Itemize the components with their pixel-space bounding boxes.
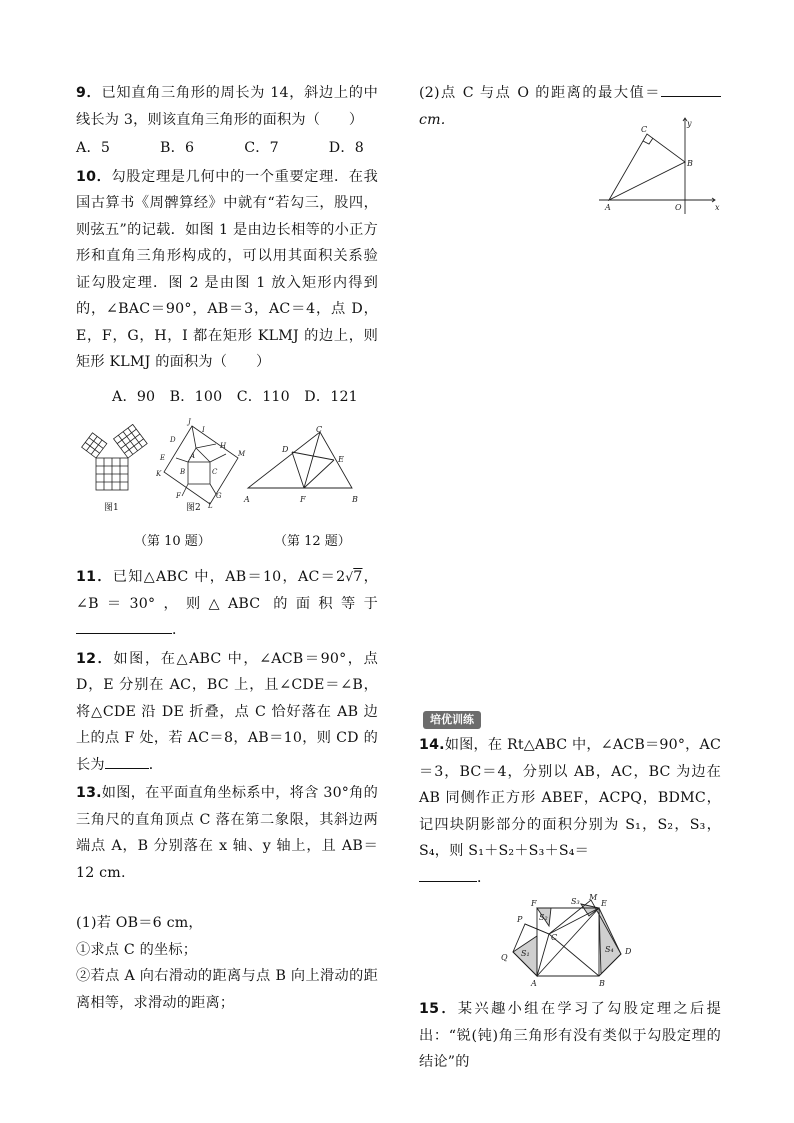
q13-label-x: x — [715, 203, 720, 212]
question-10-text: 勾股定理是几何中的一个重要定理．在我国古算书《周髀算经》中就有“若勾三，股四，则弦五”的记载．如图 1 是由边长相等的小正方形和直角三角形构成的，可以用其面积关系验证勾股定理．图 2 是由图 1 放入矩形内得到的，∠BAC＝90°，AB＝3，AC＝4，点 D，E，F，G，H，I 都在矩形 KLMJ 的边上，则矩形 KLMJ 的面积为（ ） — [76, 168, 379, 370]
q12-label-d: D — [282, 445, 289, 454]
q13-label-y: y — [687, 119, 692, 128]
right-column — [419, 80, 722, 1070]
q14-label-e: E — [601, 899, 607, 908]
q13-label-a: A — [605, 203, 611, 212]
q14-label-s4: S₄ — [605, 945, 614, 954]
fig1-label: 图1 — [104, 503, 119, 513]
q13-label-o: O — [675, 203, 682, 212]
left-column — [76, 80, 378, 1016]
q14-label-s3: S₃ — [571, 897, 580, 906]
question-9 — [76, 80, 378, 162]
q10-label-l: L — [208, 502, 213, 508]
q12-label-b: B — [352, 495, 358, 504]
q10-label-b: B — [180, 468, 186, 476]
figures-q10-q12 — [76, 418, 378, 558]
q10-label-k: K — [156, 470, 162, 478]
q14-label-s2: S₂ — [539, 913, 548, 922]
q10-label-d: D — [170, 436, 176, 444]
q11-answer-blank[interactable] — [76, 619, 172, 634]
fig2-label: 图2 — [186, 503, 201, 513]
q14-label-c: C — [551, 933, 558, 942]
question-12: 12．如图，在△ABC 中，∠ACB＝90°，点 D，E 分别在 AC，BC 上，且∠CDE＝∠B，将△CDE 沿 DE 折叠，点 C 恰好落在 AB 边上的点 F 处，若 AC＝8，AB＝10，则 CD 的长为 ． — [76, 650, 378, 773]
question-12-text: 如图，在△ABC 中，∠ACB＝90°，点 D，E 分别在 AC，BC 上，且∠CDE＝∠B，将△CDE 沿 DE 折叠，点 C 恰好落在 AB 边上的点 F 处，若 AC＝8，AB＝10，则 CD 的长为 — [76, 650, 378, 773]
q10-label-m: M — [238, 450, 246, 458]
q10-label-h: H — [220, 442, 227, 450]
q14-label-s1: S₁ — [521, 949, 530, 958]
question-15-number: 15． — [419, 1001, 458, 1017]
q13-answer-blank[interactable] — [661, 82, 721, 97]
q9-option-a: A．5 — [76, 140, 111, 156]
q14-label-a: A — [531, 979, 537, 988]
q10-label-f: F — [176, 492, 181, 500]
question-14-number: 14. — [419, 737, 445, 753]
question-14: 14.如图，在 Rt△ABC 中，∠ACB＝90°，AC＝3，BC＝4，分别以 AB，AC，BC 为边在 AB 同侧作正方形 ABEF，ACPQ，BDMC，记四块阴影部分的面积分别为 S₁，S₂，S₃，S₄，则 S₁＋S₂＋S₃＋S₄＝ ． — [419, 737, 722, 886]
q12-figure-caption: （第 12 题） — [274, 534, 351, 549]
question-13-text: 如图，在平面直角坐标系中，将含 30°角的三角尺的直角顶点 C 落在第二象限，其斜边两端点 A，B 分别落在 x 轴、y 轴上，且 AB＝12 cm. — [76, 785, 378, 881]
figure-10-2 — [156, 418, 246, 508]
q13-label-b: B — [687, 159, 693, 168]
question-11-text-a: 已知△ABC 中，AB＝10，AC＝2 — [112, 569, 346, 585]
question-9-text: 已知直角三角形的周长为 14，斜边上的中线长为 3，则该直角三角形的面积为（ ） — [76, 85, 378, 128]
figure-12 — [242, 426, 362, 510]
q14-label-m: M — [589, 894, 598, 902]
figure-10-1 — [78, 424, 148, 494]
q14-label-q: Q — [501, 953, 508, 962]
q10-options: A．90 B．100 C．110 D．121 — [112, 388, 358, 405]
question-10 — [76, 164, 378, 411]
q10-label-a: A — [190, 452, 196, 460]
q10-label-e: E — [160, 454, 166, 462]
q14-label-b: B — [599, 979, 605, 988]
q10-label-i: I — [202, 426, 205, 434]
q12-label-e: E — [338, 455, 344, 464]
q10-label-j: J — [188, 418, 191, 426]
question-10-number: 10． — [76, 168, 112, 185]
q9-option-c: C．7 — [244, 140, 279, 156]
question-15-text: 某兴趣小组在学习了勾股定理之后提出：“锐(钝)角三角形有没有类似于勾股定理的结论”的 — [419, 1001, 722, 1070]
figure-14 — [493, 894, 663, 994]
q14-label-d: D — [625, 947, 632, 956]
q12-answer-blank[interactable] — [105, 754, 149, 769]
question-9-number: 9． — [76, 85, 102, 101]
question-12-number: 12． — [76, 650, 114, 667]
q10-label-g: G — [216, 492, 222, 500]
q13-part2: (2)点 C 与点 O 的距离的最大值＝cm. — [419, 80, 721, 133]
q14-label-p: P — [517, 915, 523, 924]
q13-part1b: ②若点 A 向右滑动的距离与点 B 向上滑动的距离相等，求滑动的距离； — [76, 968, 378, 1011]
q10-label-c: C — [212, 468, 218, 476]
section-badge: 培优训练 — [423, 708, 481, 729]
q12-label-a: A — [244, 495, 250, 504]
question-13-number: 13. — [76, 785, 102, 801]
q9-option-b: B．6 — [160, 140, 195, 156]
question-14-text: 如图，在 Rt△ABC 中，∠ACB＝90°，AC＝3，BC＝4，分别以 AB，AC，BC 为边在 AB 同侧作正方形 ABEF，ACPQ，BDMC，记四块阴影部分的面积分别为 S₁，S₂，S₃，S₄，则 S₁＋S₂＋S₃＋S₄＝ — [419, 737, 722, 859]
question-13 — [76, 780, 378, 1016]
q12-label-f: F — [300, 495, 306, 504]
figure-13 — [597, 116, 727, 216]
q11-sqrt: 7 — [353, 569, 363, 585]
question-11-number: 11． — [76, 569, 113, 585]
q13-part1: (1)若 OB＝6 cm， — [76, 915, 203, 931]
question-15 — [419, 996, 721, 1076]
q13-label-c: C — [641, 125, 648, 134]
q12-label-c: C — [316, 426, 323, 434]
q14-answer-blank[interactable] — [419, 867, 477, 882]
q9-option-d: D．8 — [328, 140, 364, 156]
q14-label-f: F — [531, 899, 537, 908]
question-11: 11．已知△ABC 中，AB＝10，AC＝2√7，∠B＝30°，则△ABC 的面积等于． — [76, 569, 379, 638]
q13-part1a: ①求点 C 的坐标； — [76, 941, 198, 958]
q10-figure-caption: （第 10 题） — [134, 534, 211, 549]
question-11-text-b: ，∠B＝30°，则△ABC 的面积等于 — [76, 569, 379, 612]
